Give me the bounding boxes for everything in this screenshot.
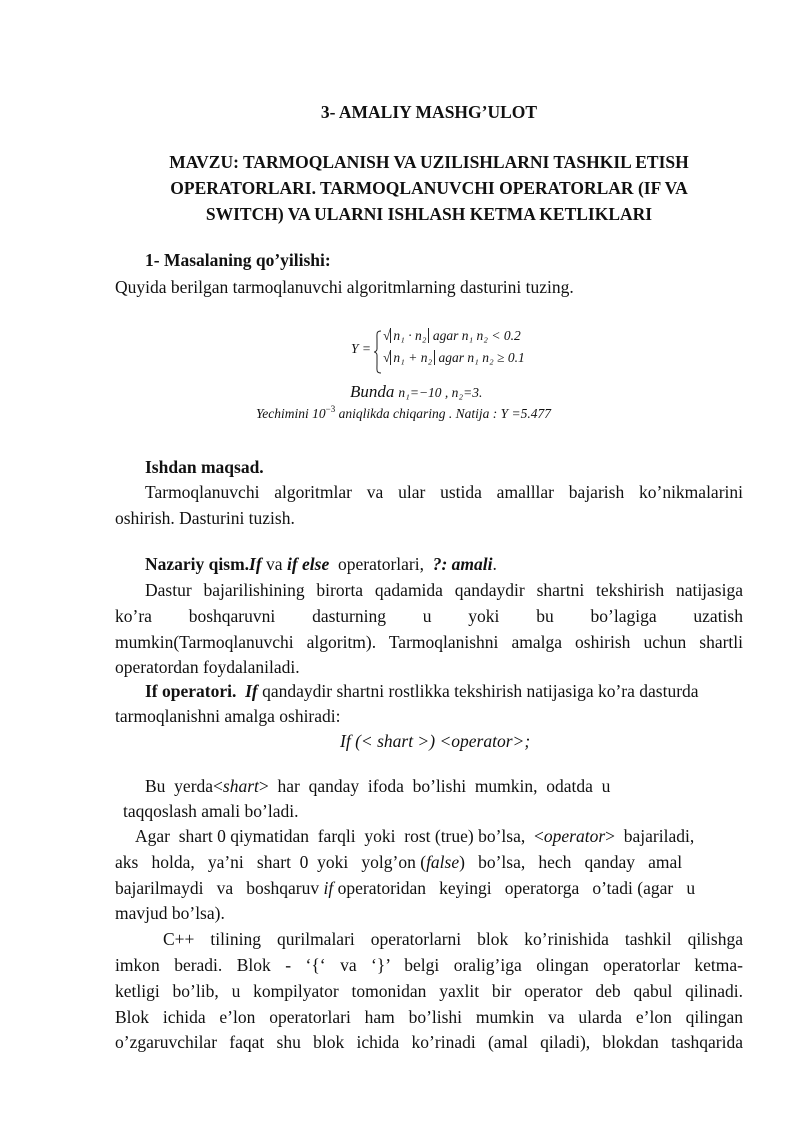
formula-row1-radicand: n₁ · n₂ [390,328,429,343]
explain-line-5: bajarilmaydi va boshqaruv if operatoridan keyingi operatorga o’tadi (agar u [115,878,696,898]
bunda-word: Bunda [350,382,395,401]
formula-brace [373,330,383,374]
theory-heading: Nazariy qism. [145,554,250,574]
result-suffix: aniqlikda chiqaring . Natija : Y =5.477 [338,406,551,421]
if-else-keyword: if else [286,554,330,574]
theory-p1-line-2: ko’ra boshqaruvni dasturning u yoki bu bo’lagiga uzatish [115,606,743,626]
if-section-line-2: tarmoqlanishni amalga oshiradi: [115,706,341,726]
formula-row1-condition: agar n₁ n₂ < 0.2 [432,328,521,343]
formula-y-equals: Y = [351,341,371,356]
result-exponent: −3 [325,404,336,414]
problem-text: Quyida berilgan tarmoqlanuvchi algoritmlarning dasturini tuzing. [115,277,574,297]
explain-line-1: Bu yerda<shart> har qanday ifoda bo’lishi mumkin, odatda u [145,776,611,796]
problem-heading: 1- Masalaning qo’yilishi: [145,250,331,270]
theory-p1-line-1: Dastur bajarilishining birorta qadamida qandaydir shartni tekshirish natijasiga [145,580,743,600]
formula-row-1 [383,328,521,344]
blocks-line-5: o’zgaruvchilar faqat shu blok ichida ko’rinadi (amal qiladi), blokdan tashqarida [115,1032,743,1052]
if-keyword: If [245,681,258,701]
blocks-line-4: Blok ichida e’lon operatorlari ham bo’lishi mumkin va ularda e’lon qilingan [115,1007,743,1027]
explain-line-2: taqqoslash amali bo’ladi. [123,801,299,821]
theory-p1-line-4: operatordan foydalaniladi. [115,657,300,677]
if-syntax: If (< shart >) <operator>; [340,731,531,751]
theory-heading-line: Nazariy qism.If va if else operatorlari, ?: amali. [145,554,497,574]
topic-line-2: OPERATORLARI. TARMOQLANUVCHI OPERATORLAR (IF VA [170,178,688,198]
result-prefix: Yechimini 10 [256,406,326,421]
theory-p1-line-3: mumkin(Tarmoqlanuvchi algoritm). Tarmoqlanishni amalga oshirish uchun shartli [115,632,743,652]
bunda-values: n₁=−10 , n₂=3. [398,385,483,400]
explain-line-4: aks holda, ya’ni shart 0 yoki yolg’on (false) bo’lsa, hech qanday amal [115,852,683,872]
topic-line-3: SWITCH) VA ULARNI ISHLASH KETMA KETLIKLARI [205,204,653,224]
formula-bunda [350,382,482,402]
if-keyword: If [249,554,262,574]
formula-result [256,406,551,422]
ternary-keyword: ?: amali [432,554,493,574]
blocks-line-2: imkon beradi. Blok - ‘{‘ va ‘}’ belgi oralig’iga olingan operatorlar ketma- [115,955,743,975]
blocks-line-1: C++ tilining qurilmalari operatorlarni blok ko’rinishida tashkil qilishga [163,929,743,949]
explain-line-3: Agar shart 0 qiymatidan farqli yoki rost (true) bo’lsa, <operator> bajariladi, [135,826,695,846]
formula-row2-radicand: n₁ + n₂ [390,350,435,365]
goal-line-1: Tarmoqlanuvchi algoritmlar va ular ustida amalllar bajarish ko’nikmalarini [145,482,743,502]
formula-row2-condition: agar n₁ n₂ ≥ 0.1 [438,350,525,365]
sqrt-icon: √ [383,350,391,365]
sqrt-icon: √ [383,328,391,343]
page-title: 3- AMALIY MASHG’ULOT [320,102,538,122]
formula-row-2 [383,350,525,366]
goal-line-2: oshirish. Dasturini tuzish. [115,508,295,528]
if-section-line-1: If operatori. If qandaydir shartni rostlikka tekshirish natijasiga ko’ra dasturda [145,681,699,701]
goal-heading: Ishdan maqsad. [145,457,264,477]
if-section-heading: If operatori. [145,681,237,701]
explain-line-6: mavjud bo’lsa). [115,903,225,923]
topic-line-1: MAVZU: TARMOQLANISH VA UZILISHLARNI TASHKIL ETISH [169,152,689,172]
blocks-line-3: ketligi bo’lib, u kompilyator tomonidan yaxlit bir operator deb qabul qilinadi. [115,981,743,1001]
